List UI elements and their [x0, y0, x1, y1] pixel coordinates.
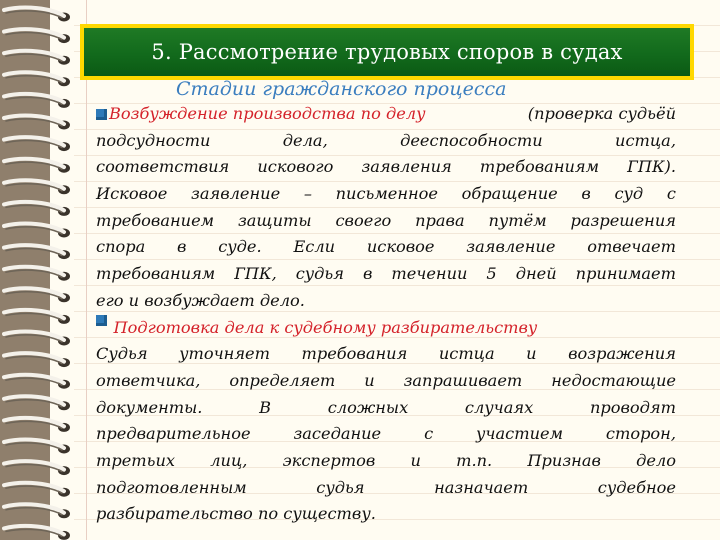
word: требованием — [96, 210, 215, 230]
word: ГПК). — [627, 157, 676, 177]
word: заявления — [361, 157, 452, 177]
title-banner — [80, 24, 694, 80]
word: предварительное — [96, 424, 251, 444]
word: заседание — [293, 424, 382, 444]
square-bullet-icon — [96, 315, 107, 326]
word: Признав — [527, 450, 601, 470]
word: заявление — [466, 237, 556, 257]
content-body — [96, 101, 676, 528]
word: суд — [614, 184, 644, 204]
square-bullet-icon — [96, 109, 107, 120]
text-line — [96, 208, 676, 235]
word: т.п. — [456, 450, 493, 470]
word: дееспособности — [400, 130, 543, 150]
page-title: 5. Рассмотрение трудовых споров в судах — [151, 40, 623, 64]
text-line — [96, 475, 676, 502]
word: суде. — [218, 237, 262, 257]
word: с — [424, 424, 434, 444]
word: с — [666, 184, 676, 204]
word: определяет — [229, 370, 336, 390]
word: течении — [391, 264, 468, 284]
word: В — [259, 397, 272, 417]
word: искового — [257, 157, 334, 177]
word: возражения — [568, 344, 676, 364]
text-line — [96, 234, 676, 261]
paragraph-1 — [96, 128, 676, 288]
spiral-binding — [0, 0, 74, 540]
text-line — [96, 181, 676, 208]
word: дело — [636, 450, 676, 470]
word: требованиям — [96, 264, 216, 284]
subtitle: Стадии гражданского процесса — [176, 78, 507, 100]
word: 5 — [486, 264, 497, 284]
text-line — [96, 395, 676, 422]
word: обращение — [461, 184, 558, 204]
word: путём — [488, 210, 547, 230]
word: сторон, — [605, 424, 676, 444]
word: и — [526, 344, 537, 364]
word: ответчика, — [96, 370, 201, 390]
word: уточняет — [179, 344, 270, 364]
word: своего — [335, 210, 392, 230]
word: истца, — [615, 130, 676, 150]
word: участием — [476, 424, 563, 444]
word: Судья — [96, 344, 148, 364]
word: случаях — [464, 397, 534, 417]
word: и — [364, 370, 375, 390]
text-line — [96, 368, 676, 395]
word: права — [415, 210, 465, 230]
word: истца — [438, 344, 495, 364]
word: экспертов — [282, 450, 376, 470]
word: судья — [295, 264, 344, 284]
word: защиты — [237, 210, 312, 230]
word: подготовленным — [96, 477, 247, 497]
word: соответствия — [96, 157, 230, 177]
word: лиц, — [210, 450, 248, 470]
stage1-heading-rest: (проверка судьёй — [527, 104, 676, 123]
stage1-heading-line — [96, 101, 676, 128]
word: ГПК, — [234, 264, 277, 284]
text-line — [96, 448, 676, 475]
word: дней — [515, 264, 557, 284]
word: спора — [96, 237, 146, 257]
word: третьих — [96, 450, 176, 470]
word: исковое — [366, 237, 435, 257]
title-banner-inner — [84, 28, 690, 76]
paragraph-2-last-line — [96, 501, 676, 528]
word: отвечает — [587, 237, 676, 257]
text-line — [96, 154, 676, 181]
word: сложных — [327, 397, 409, 417]
word: принимает — [575, 264, 676, 284]
stage1-heading — [96, 101, 426, 128]
word: дела, — [282, 130, 328, 150]
word: в — [362, 264, 373, 284]
word: письменное — [335, 184, 438, 204]
paragraph-2 — [96, 341, 676, 501]
word: в — [177, 237, 187, 257]
word: документы. — [96, 397, 203, 417]
paragraph-1-last-text: его и возбуждает дело. — [96, 290, 305, 310]
word: требования — [301, 344, 408, 364]
word: запрашивает — [403, 370, 523, 390]
stage2-heading-line — [96, 315, 676, 342]
paragraph-2-last-text: разбирательство по существу. — [96, 504, 376, 524]
word: в — [581, 184, 591, 204]
word: судебное — [597, 477, 676, 497]
text-line — [96, 421, 676, 448]
word: подсудности — [96, 130, 211, 150]
word: назначает — [434, 477, 529, 497]
stage1-heading-red: Возбуждение производства по делу — [109, 104, 426, 123]
word: проводят — [589, 397, 676, 417]
word: Исковое — [96, 184, 168, 204]
word: и — [410, 450, 421, 470]
word: недостающие — [551, 370, 676, 390]
word: заявление — [191, 184, 281, 204]
paragraph-1-last-line — [96, 288, 676, 315]
word: – — [303, 184, 312, 204]
word: требованиям — [479, 157, 600, 177]
text-line — [96, 341, 676, 368]
text-line — [96, 261, 676, 288]
text-line — [96, 128, 676, 155]
word: разрешения — [570, 210, 676, 230]
stage2-heading: Подготовка дела к судебному разбирательству — [113, 317, 538, 337]
word: Если — [293, 237, 336, 257]
word: судья — [316, 477, 365, 497]
margin-line — [86, 0, 87, 540]
